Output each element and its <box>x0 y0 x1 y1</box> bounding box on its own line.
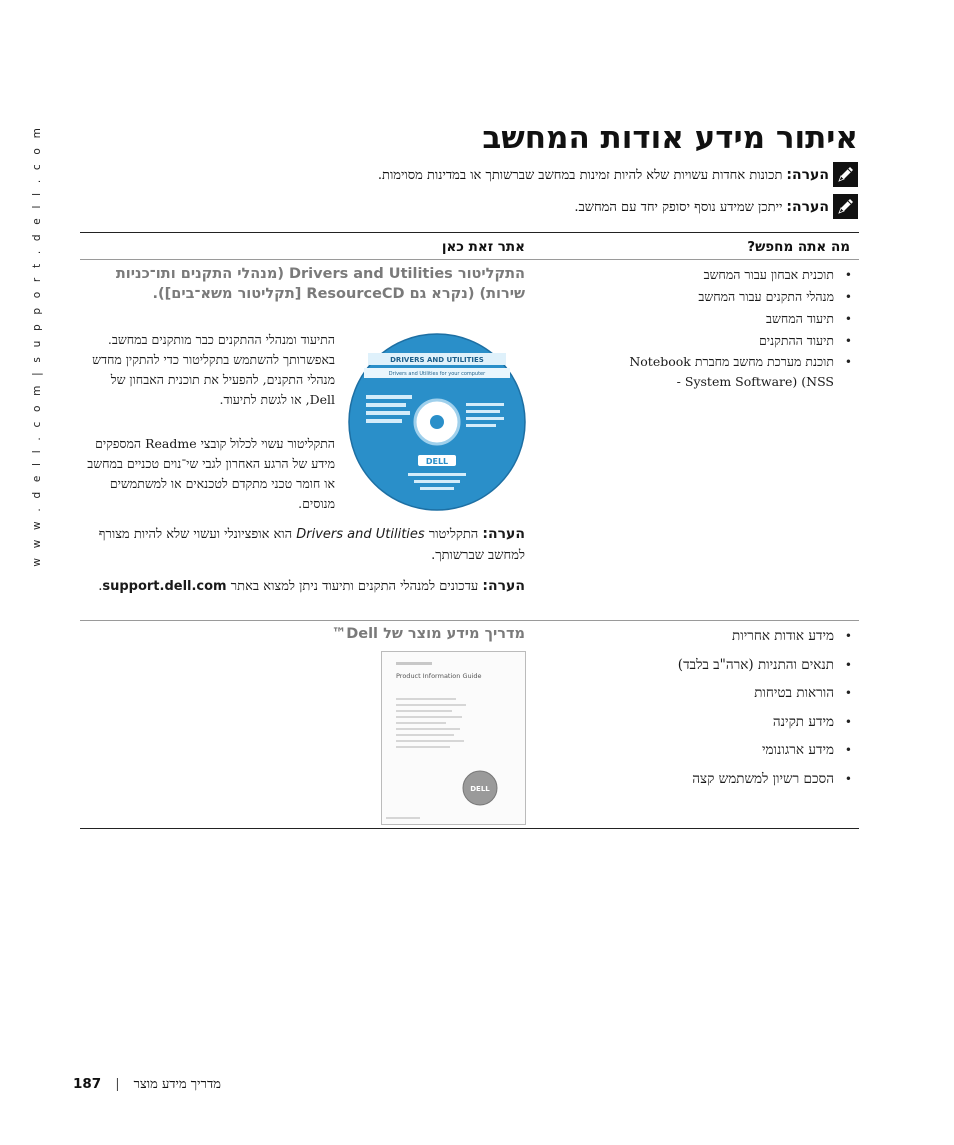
list-item: • הוראות בטיחות <box>628 679 858 708</box>
footer-title: מדריך מידע מוצר <box>133 1077 221 1092</box>
list-item: • מידע ארגונומי <box>628 736 858 765</box>
product-info-guide-image <box>381 651 526 825</box>
row2-items-list <box>628 622 858 793</box>
note-text: ייתכן שמידע נוסף יסופק יחד עם המחשב. <box>574 199 783 215</box>
drivers-cd-image <box>348 333 526 511</box>
column-header-find: אתר זאת כאן <box>441 239 525 255</box>
list-item: • תוכנת מערכת מחשב מחברת Notebook System Software) ‎(NSS - <box>628 352 858 392</box>
list-item: • מידע תקינה <box>628 708 858 737</box>
table-top-rule <box>80 232 859 233</box>
side-url: w w w . d e l l . c o m | s u p p o r t . d e l l . c o m <box>31 125 43 567</box>
page-title: איתור מידע אודות המחשב <box>482 120 858 156</box>
table-bottom-rule <box>80 828 859 829</box>
footer-separator: | <box>115 1076 120 1092</box>
drivers-cd-optional-note <box>85 524 525 566</box>
booklet-brand-logo: DELL <box>470 785 490 793</box>
drivers-cd-description: התיעוד ומנהלי ההתקנים כבר מותקנים במחשב. באפשרותך להשתמש בתקליטור כדי להתקין מחדש מנהלי התקנים, להפעיל את תוכנית האבחון של Dell, או לגשת לתיעוד. <box>92 332 335 407</box>
column-header-search: מה אתה מחפש? <box>747 239 850 255</box>
page-number: 187 <box>73 1076 102 1092</box>
cd-subtitle-text: Drivers and Utilities for your computer <box>388 371 486 377</box>
note-label: הערה: <box>786 166 829 183</box>
note-text-pre: התקליטור <box>428 527 479 542</box>
product-info-guide-title: מדריך מידע מוצר של Dell™ <box>331 626 525 642</box>
booklet-title-text: Product Information Guide <box>396 672 482 680</box>
note-label: הערה: <box>482 526 525 542</box>
cd-title-text: DRIVERS AND UTILITIES <box>390 356 484 364</box>
list-item: • תיעוד ההתקנים <box>628 330 858 352</box>
list-item: • מנהלי התקנים עבור המחשב <box>628 286 858 308</box>
row1-items-list <box>628 264 858 392</box>
note-text-post: הוא אופציונלי ועשוי שלא להיות מצורף למחשב שברשותך. <box>98 527 525 563</box>
list-item: • תוכנית אבחון עבור המחשב <box>628 264 858 286</box>
row-divider <box>80 620 859 621</box>
cd-brand-logo: DELL <box>425 457 449 466</box>
list-item: • מידע אודות אחריות <box>628 622 858 651</box>
drivers-cd-title: התקליטור Drivers and Utilities (מנהלי התקנים ותו־כניות שירות) (נקרא גם ResourceCD [תקליטור משא־בים]). <box>115 266 525 302</box>
product-name: Drivers and Utilities <box>296 527 425 542</box>
pencil-note-icon <box>833 194 858 219</box>
list-item: • הסכם רשיון למשתמש קצה <box>628 765 858 794</box>
list-item: • תיעוד המחשב <box>628 308 858 330</box>
list-item: • תנאים והתניות (ארה"ב בלבד) <box>628 651 858 680</box>
driver-updates-note: הערה: עדכונים למנהלי התקנים ותיעוד ניתן למצוא באתר support.dell.com. <box>98 578 525 594</box>
note-text: תכונות אחדות עשויות שלא להיות זמינות במחשב שברשותך או במדינות מסוימות. <box>377 167 783 183</box>
page-footer <box>73 1076 221 1092</box>
note-features <box>378 162 858 187</box>
note-label: הערה: <box>786 198 829 215</box>
support-site-link[interactable]: support.dell.com <box>102 579 227 594</box>
header-rule <box>80 259 859 260</box>
note-text-pre: עדכונים למנהלי התקנים ותיעוד ניתן למצוא באתר <box>230 579 479 594</box>
readme-description: התקליטור עשוי לכלול קובצי Readme המספקים מידע של הרגע האחרון לגבי שי־נוים טכניים במחשב או חומר טכני מתקדם לטכנאים או למשתמשים מנוסים. <box>87 436 335 511</box>
pencil-note-icon <box>833 162 858 187</box>
note-extra-info <box>574 194 858 219</box>
note-label: הערה: <box>482 578 525 594</box>
